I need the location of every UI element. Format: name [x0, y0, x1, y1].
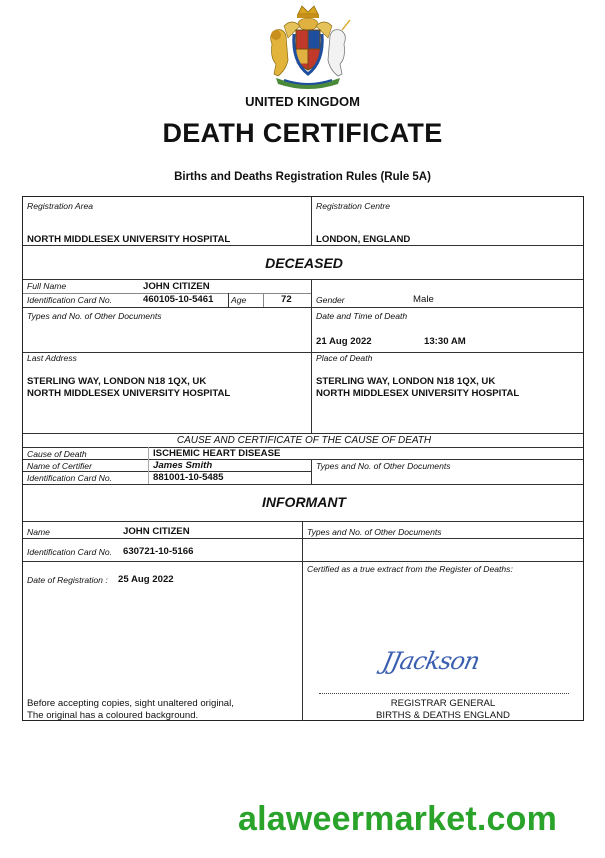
- informant-name-label: Name: [27, 527, 50, 537]
- last-address-line2: NORTH MIDDLESEX UNIVERSITY HOSPITAL: [27, 388, 231, 399]
- age-value: 72: [281, 294, 292, 305]
- registration-date-label: Date of Registration :: [27, 575, 108, 585]
- cause-of-death-value: ISCHEMIC HEART DISEASE: [153, 448, 281, 459]
- certificate-form: [22, 196, 584, 721]
- registrar-title-line1: REGISTRAR GENERAL: [390, 698, 496, 709]
- place-of-death-line2: NORTH MIDDLESEX UNIVERSITY HOSPITAL: [316, 388, 520, 399]
- registration-centre-value: LONDON, ENGLAND: [316, 234, 411, 245]
- certifier-name-label: Name of Certifier: [27, 461, 92, 471]
- registrar-title-line2: BIRTHS & DEATHS ENGLAND: [376, 710, 510, 721]
- cause-section-title: CAUSE AND CERTIFICATE OF THE CAUSE OF DEATH: [176, 435, 432, 446]
- copy-notice-line2: The original has a coloured background.: [27, 710, 199, 721]
- death-time-value: 13:30 AM: [424, 336, 466, 347]
- certifier-name-value: James Smith: [153, 460, 213, 471]
- royal-coat-of-arms-emblem: [262, 4, 354, 92]
- signature-line: [319, 693, 569, 694]
- informant-name-value: JOHN CITIZEN: [123, 526, 190, 537]
- gender-label: Gender: [316, 295, 345, 305]
- death-date-value: 21 Aug 2022: [316, 336, 372, 347]
- document-title: DEATH CERTIFICATE: [162, 118, 443, 148]
- deceased-id-value: 460105-10-5461: [143, 294, 214, 305]
- rules-subtitle: Births and Deaths Registration Rules (Rule 5A): [174, 171, 431, 183]
- copy-notice-line1: Before accepting copies, sight unaltered original,: [27, 698, 234, 709]
- registration-centre-label: Registration Centre: [316, 201, 391, 211]
- certified-extract-text: Certified as a true extract from the Register of Deaths:: [307, 564, 513, 574]
- certifier-id-label: Identification Card No.: [27, 473, 113, 483]
- informant-id-value: 630721-10-5166: [123, 546, 194, 557]
- website-watermark: alaweermarket.com: [237, 800, 558, 838]
- country-heading: UNITED KINGDOM: [245, 94, 360, 109]
- informant-other-docs-label: Types and No. of Other Documents: [307, 527, 442, 537]
- deceased-id-label: Identification Card No.: [27, 295, 113, 305]
- certifier-id-value: 881001-10-5485: [153, 472, 224, 483]
- gender-value: Male: [413, 294, 434, 305]
- informant-id-label: Identification Card No.: [27, 547, 113, 557]
- full-name-label: Full Name: [27, 281, 67, 291]
- full-name-value: JOHN CITIZEN: [143, 281, 210, 292]
- registration-area-value: NORTH MIDDLESEX UNIVERSITY HOSPITAL: [27, 234, 231, 245]
- place-of-death-label: Place of Death: [316, 353, 373, 363]
- certifier-other-docs-label: Types and No. of Other Documents: [316, 461, 451, 471]
- deceased-other-docs-label: Types and No. of Other Documents: [27, 311, 162, 321]
- age-label: Age: [231, 295, 247, 305]
- place-of-death-line1: STERLING WAY, LONDON N18 1QX, UK: [316, 376, 496, 387]
- last-address-label: Last Address: [27, 353, 77, 363]
- registrar-signature: JJackson: [380, 647, 482, 675]
- last-address-line1: STERLING WAY, LONDON N18 1QX, UK: [27, 376, 207, 387]
- deceased-section-title: DECEASED: [265, 255, 343, 271]
- registration-area-label: Registration Area: [27, 201, 94, 211]
- cause-of-death-label: Cause of Death: [27, 449, 87, 459]
- death-datetime-label: Date and Time of Death: [316, 311, 408, 321]
- informant-section-title: INFORMANT: [262, 494, 346, 510]
- registration-date-value: 25 Aug 2022: [118, 574, 174, 585]
